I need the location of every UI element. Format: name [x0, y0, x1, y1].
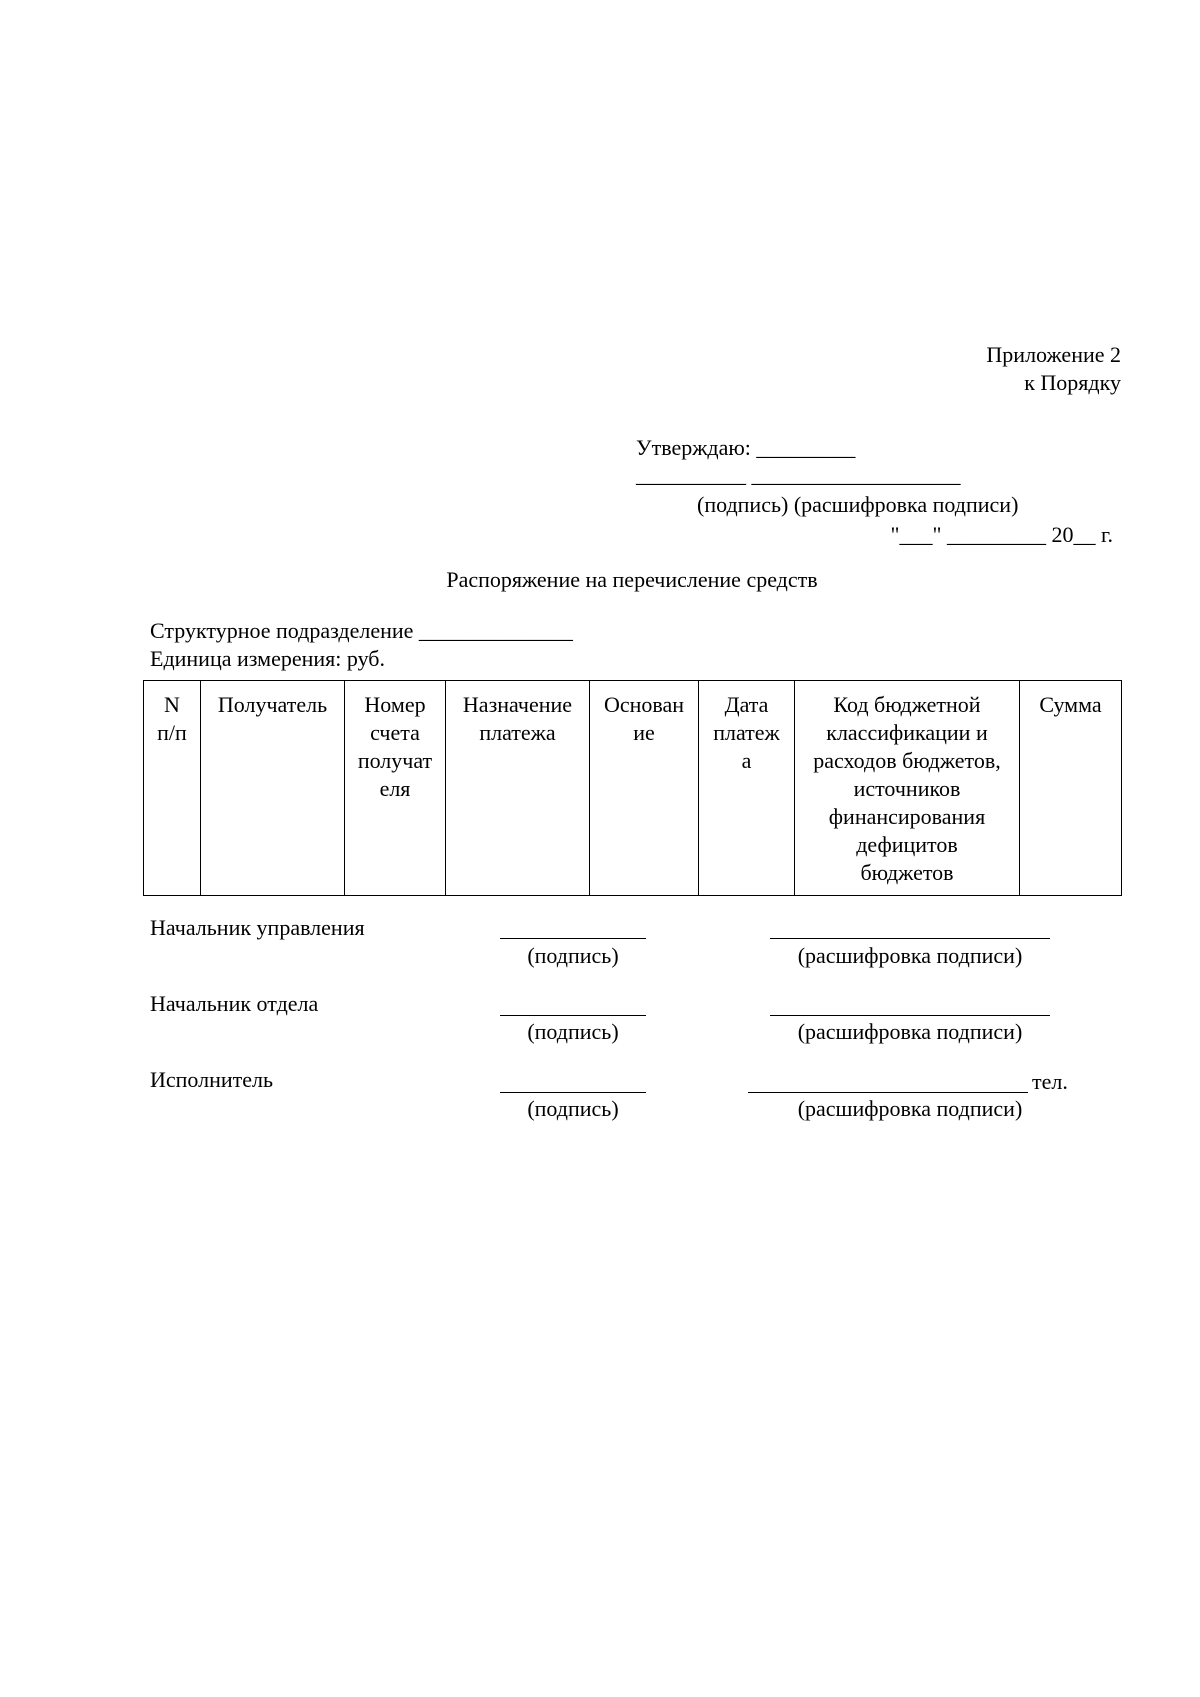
decode-caption: (расшифровка подписи) — [797, 1096, 1023, 1121]
signature-line — [500, 1015, 646, 1016]
signature-caption: (подпись) — [527, 1019, 619, 1044]
decode-caption: (расшифровка подписи) — [797, 1019, 1023, 1044]
col-recipient-account: Номер счета получат еля — [345, 681, 446, 896]
decode-line — [770, 938, 1050, 939]
approve-date: "___" _________ 20__ г. — [890, 522, 1113, 547]
col-basis: Основан ие — [590, 681, 699, 896]
signature-caption: (подпись) — [527, 1096, 619, 1121]
col-amount: Сумма — [1020, 681, 1122, 896]
signature-role: Начальник отдела — [150, 991, 319, 1016]
col-budget-code: Код бюджетной классификации и расходов бюджетов, источников финансирования дефицитов бюджетов — [795, 681, 1020, 896]
table-header-row — [144, 681, 1122, 896]
approve-blank-line: __________ ___________________ — [636, 462, 961, 487]
signature-role: Начальник управления — [150, 915, 365, 940]
document-title: Распоряжение на перечисление средств — [446, 567, 818, 592]
appendix-line-1: Приложение 2 — [986, 342, 1121, 367]
transfer-table — [143, 680, 1122, 896]
signature-role: Исполнитель — [150, 1067, 274, 1092]
col-payment-purpose: Назначение платежа — [446, 681, 590, 896]
department-field: Структурное подразделение ______________ — [150, 618, 573, 643]
approve-captions: (подпись) (расшифровка подписи) — [697, 492, 1019, 517]
unit-of-measure: Единица измерения: руб. — [150, 646, 385, 671]
appendix-line-2: к Порядку — [1024, 370, 1121, 395]
col-number: N п/п — [144, 681, 201, 896]
decode-caption: (расшифровка подписи) — [797, 943, 1023, 968]
approve-label: Утверждаю: _________ — [636, 435, 856, 460]
decode-line — [770, 1015, 1050, 1016]
decode-line — [748, 1092, 1028, 1093]
signature-caption: (подпись) — [527, 943, 619, 968]
phone-label: тел. — [1032, 1069, 1068, 1094]
col-recipient: Получатель — [201, 681, 345, 896]
signature-line — [500, 938, 646, 939]
col-payment-date: Дата платеж а — [699, 681, 795, 896]
signature-line — [500, 1092, 646, 1093]
